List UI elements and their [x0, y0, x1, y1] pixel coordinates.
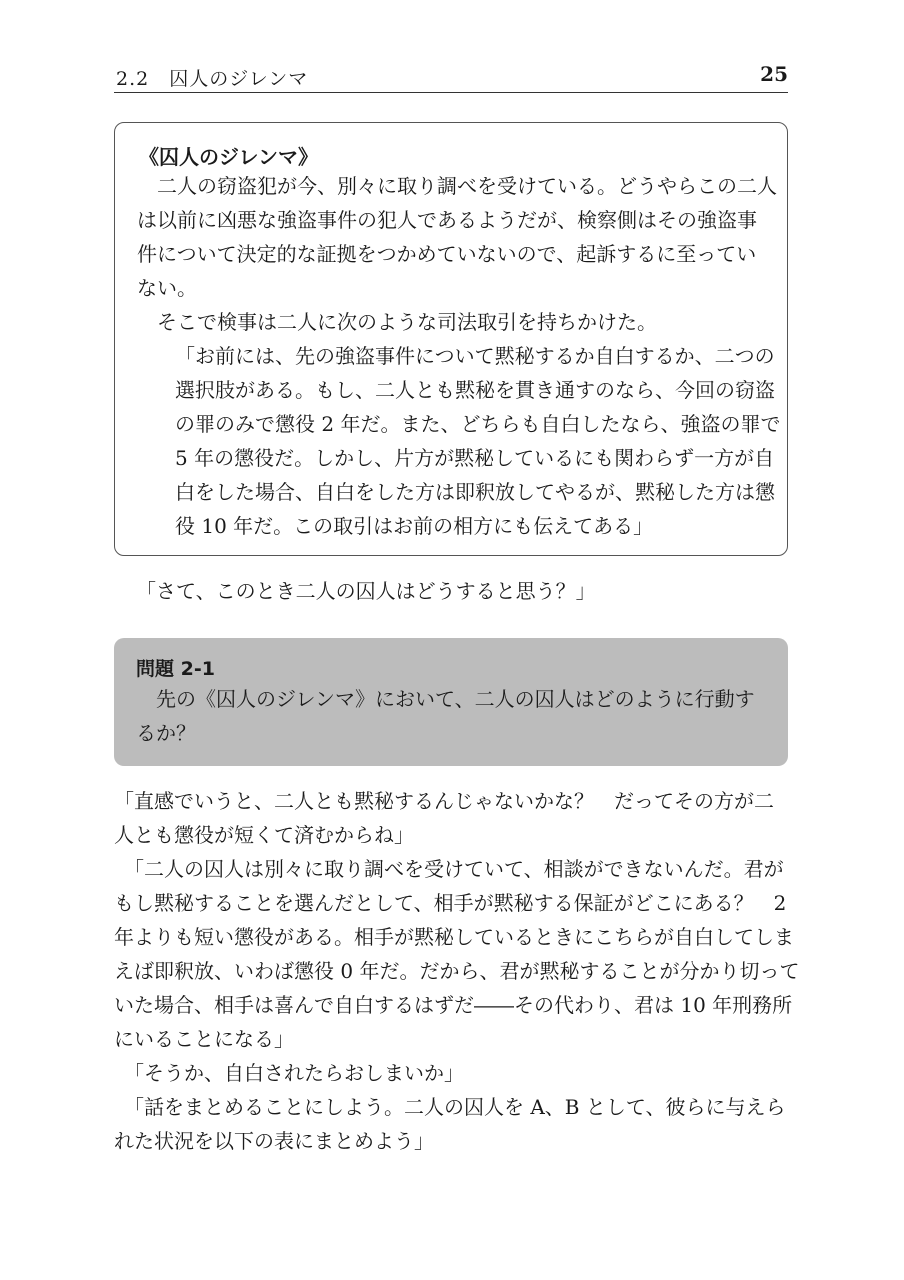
page-number: 25 [760, 62, 788, 86]
text-line: 「二人の囚人は別々に取り調べを受けていて、相談ができないんだ。君が [114, 857, 784, 881]
text-line: もし黙秘することを選んだとして、相手が黙秘する保証がどこにある？ 2 [114, 891, 787, 915]
problem-body [136, 682, 755, 750]
text-line: 二人の窃盗犯が今、別々に取り調べを受けている。どうやらこの二人 [137, 174, 777, 198]
text-line: ない。 [137, 276, 197, 300]
prosecutor-quote [175, 339, 780, 543]
text-line: 「話をまとめることにしよう。二人の囚人を A、B として、彼らに与えら [114, 1095, 786, 1119]
text-line: るか？ [136, 721, 196, 745]
problem-title: 問題 2-1 [136, 658, 215, 680]
text-line: の罪のみで懲役 2 年だ。また、どちらも自白したなら、強盗の罪で [175, 412, 781, 436]
dilemma-box [114, 122, 788, 556]
running-header [114, 62, 788, 93]
text-line: 5 年の懲役だ。しかし、片方が黙秘しているにも関わらず一方が自 [175, 446, 775, 470]
dialogue-text [114, 784, 799, 1158]
box-title: 《囚人のジレンマ》 [139, 145, 318, 169]
text-line: いた場合、相手は喜んで自白するはずだ――その代わり、君は 10 年刑務所 [114, 993, 793, 1017]
text-line: 人とも懲役が短くて済むからね」 [114, 823, 414, 847]
text-line: は以前に凶悪な強盗事件の犯人であるようだが、検察側はその強盗事 [137, 208, 757, 232]
text-line: 年よりも短い懲役がある。相手が黙秘しているときにこちらが自白してしま [114, 925, 794, 949]
text-line: 「直感でいうと、二人とも黙秘するんじゃないかな？ だってその方が二 [114, 789, 774, 813]
text-line: 「お前には、先の強盗事件について黙秘するか自白するか、二つの [175, 344, 775, 368]
text-line: 役 10 年だ。この取引はお前の相方にも伝えてある」 [175, 514, 654, 538]
text-line: 件について決定的な証拠をつかめていないので、起訴するに至ってい [137, 242, 757, 266]
text-line: 選択肢がある。もし、二人とも黙秘を貫き通すのなら、今回の窃盗 [175, 378, 775, 402]
text-line: にいることになる」 [114, 1027, 294, 1051]
box-paragraph-1 [137, 169, 777, 305]
text-line: えば即釈放、いわば懲役 0 年だ。だから、君が黙秘することが分かり切って [114, 959, 800, 983]
text-line: 「そうか、自白されたらおしまいか」 [114, 1061, 464, 1085]
text-line: 先の《囚人のジレンマ》において、二人の囚人はどのように行動す [136, 687, 755, 711]
question-line: 「さて、このとき二人の囚人はどうすると思う？」 [136, 579, 596, 603]
text-line: 白をした場合、自白をした方は即釈放してやるが、黙秘した方は懲 [175, 480, 775, 504]
box-paragraph-2: そこで検事は二人に次のような司法取引を持ちかけた。 [137, 310, 657, 334]
text-line: れた状況を以下の表にまとめよう」 [114, 1129, 434, 1153]
section-title: 2.2 囚人のジレンマ [116, 68, 309, 90]
problem-box [114, 638, 788, 766]
